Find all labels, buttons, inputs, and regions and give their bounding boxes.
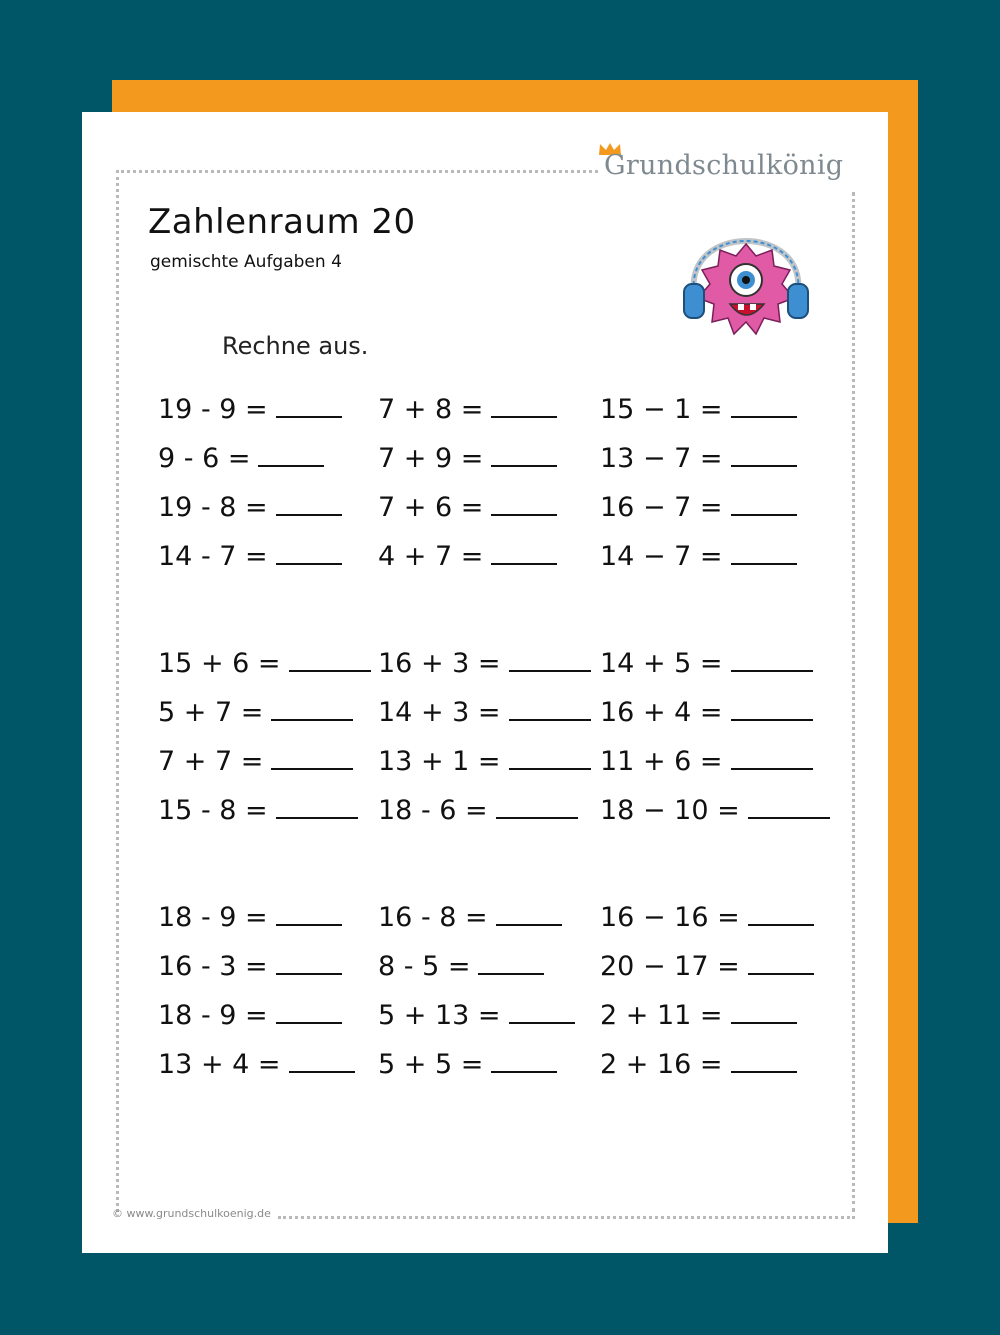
answer-blank[interactable] [478, 953, 544, 975]
math-problem [378, 492, 557, 524]
dotted-border-top [116, 170, 598, 173]
problem-text: 7 + 9 = [378, 443, 484, 474]
answer-blank[interactable] [496, 797, 578, 819]
math-problem [600, 1000, 797, 1032]
answer-blank[interactable] [731, 650, 813, 672]
answer-blank[interactable] [491, 445, 557, 467]
answer-blank[interactable] [748, 953, 814, 975]
answer-blank[interactable] [509, 1002, 575, 1024]
math-problem [158, 951, 342, 983]
problem-text: 14 − 7 = [600, 541, 723, 572]
problem-text: 9 - 6 = [158, 443, 251, 474]
answer-blank[interactable] [276, 494, 342, 516]
answer-blank[interactable] [491, 1051, 557, 1073]
dotted-border-right [852, 192, 855, 1212]
math-problem [600, 1049, 797, 1081]
answer-blank[interactable] [509, 699, 591, 721]
problem-text: 19 - 8 = [158, 492, 268, 523]
problem-text: 7 + 8 = [378, 394, 484, 425]
answer-blank[interactable] [258, 445, 324, 467]
math-problem [378, 443, 557, 475]
answer-blank[interactable] [748, 904, 814, 926]
answer-blank[interactable] [491, 543, 557, 565]
problem-text: 15 + 6 = [158, 648, 281, 679]
answer-blank[interactable] [731, 445, 797, 467]
problem-text: 11 + 6 = [600, 746, 723, 777]
math-problem [378, 746, 591, 778]
math-problem [158, 746, 353, 778]
problem-text: 16 + 3 = [378, 648, 501, 679]
answer-blank[interactable] [276, 953, 342, 975]
problem-text: 16 - 8 = [378, 902, 488, 933]
problem-text: 18 - 6 = [378, 795, 488, 826]
problem-text: 16 + 4 = [600, 697, 723, 728]
answer-blank[interactable] [289, 1051, 355, 1073]
math-problem [378, 1000, 575, 1032]
answer-blank[interactable] [289, 650, 371, 672]
problem-text: 14 + 3 = [378, 697, 501, 728]
problem-text: 5 + 13 = [378, 1000, 501, 1031]
problem-text: 16 − 7 = [600, 492, 723, 523]
problem-text: 16 − 16 = [600, 902, 740, 933]
math-problem [600, 902, 814, 934]
math-problem [158, 394, 342, 426]
problem-text: 16 - 3 = [158, 951, 268, 982]
problem-text: 14 - 7 = [158, 541, 268, 572]
math-problem [600, 746, 813, 778]
math-problem [378, 648, 591, 680]
problem-text: 15 - 8 = [158, 795, 268, 826]
math-problem [600, 541, 797, 573]
math-problem [378, 795, 578, 827]
answer-blank[interactable] [731, 543, 797, 565]
math-problem [600, 492, 797, 524]
problem-text: 19 - 9 = [158, 394, 268, 425]
answer-blank[interactable] [276, 396, 342, 418]
answer-blank[interactable] [731, 396, 797, 418]
instruction-text: Rechne aus. [222, 332, 369, 360]
answer-blank[interactable] [509, 650, 591, 672]
math-problem [158, 443, 324, 475]
answer-blank[interactable] [491, 396, 557, 418]
problem-text: 7 + 6 = [378, 492, 484, 523]
problem-text: 18 − 10 = [600, 795, 740, 826]
answer-blank[interactable] [731, 1002, 797, 1024]
math-problem [378, 394, 557, 426]
math-problem [378, 541, 557, 573]
problem-text: 15 − 1 = [600, 394, 723, 425]
problem-text: 18 - 9 = [158, 1000, 268, 1031]
problem-text: 2 + 11 = [600, 1000, 723, 1031]
answer-blank[interactable] [276, 543, 342, 565]
problem-text: 7 + 7 = [158, 746, 264, 777]
math-problem [600, 795, 830, 827]
problem-text: 13 + 4 = [158, 1049, 281, 1080]
answer-blank[interactable] [271, 699, 353, 721]
math-problem [158, 541, 342, 573]
answer-blank[interactable] [496, 904, 562, 926]
page-title: Zahlenraum 20 [148, 202, 416, 242]
worksheet [82, 112, 888, 1253]
problem-text: 5 + 7 = [158, 697, 264, 728]
math-problem [158, 902, 342, 934]
math-problem [378, 951, 544, 983]
problem-text: 5 + 5 = [378, 1049, 484, 1080]
answer-blank[interactable] [276, 1002, 342, 1024]
math-problem [600, 648, 813, 680]
problem-text: 20 − 17 = [600, 951, 740, 982]
dotted-border-bottom [278, 1216, 855, 1219]
answer-blank[interactable] [731, 699, 813, 721]
math-problem [600, 951, 814, 983]
brand-logo: Grundschulkönig [604, 150, 844, 181]
math-problem [600, 394, 797, 426]
answer-blank[interactable] [271, 748, 353, 770]
math-problem [158, 697, 353, 729]
math-problem [378, 1049, 557, 1081]
math-problem [158, 648, 371, 680]
problem-text: 13 − 7 = [600, 443, 723, 474]
answer-blank[interactable] [276, 797, 358, 819]
problem-text: 8 - 5 = [378, 951, 471, 982]
answer-blank[interactable] [509, 748, 591, 770]
answer-blank[interactable] [276, 904, 342, 926]
pink-monster-with-headphones-icon [676, 204, 816, 354]
problem-text: 4 + 7 = [378, 541, 484, 572]
answer-blank[interactable] [491, 494, 557, 516]
page-subtitle: gemischte Aufgaben 4 [150, 252, 342, 272]
footer-copyright: © www.grundschulkoenig.de [112, 1207, 271, 1220]
problem-text: 18 - 9 = [158, 902, 268, 933]
math-problem [158, 1049, 355, 1081]
answer-blank[interactable] [748, 797, 830, 819]
problem-text: 13 + 1 = [378, 746, 501, 777]
math-problem [600, 697, 813, 729]
math-problem [158, 492, 342, 524]
answer-blank[interactable] [731, 1051, 797, 1073]
problem-text: 2 + 16 = [600, 1049, 723, 1080]
answer-blank[interactable] [731, 748, 813, 770]
math-problem [378, 697, 591, 729]
math-problem [600, 443, 797, 475]
dotted-border-left [116, 170, 119, 1212]
answer-blank[interactable] [731, 494, 797, 516]
math-problem [378, 902, 562, 934]
math-problem [158, 1000, 342, 1032]
problem-text: 14 + 5 = [600, 648, 723, 679]
math-problem [158, 795, 358, 827]
